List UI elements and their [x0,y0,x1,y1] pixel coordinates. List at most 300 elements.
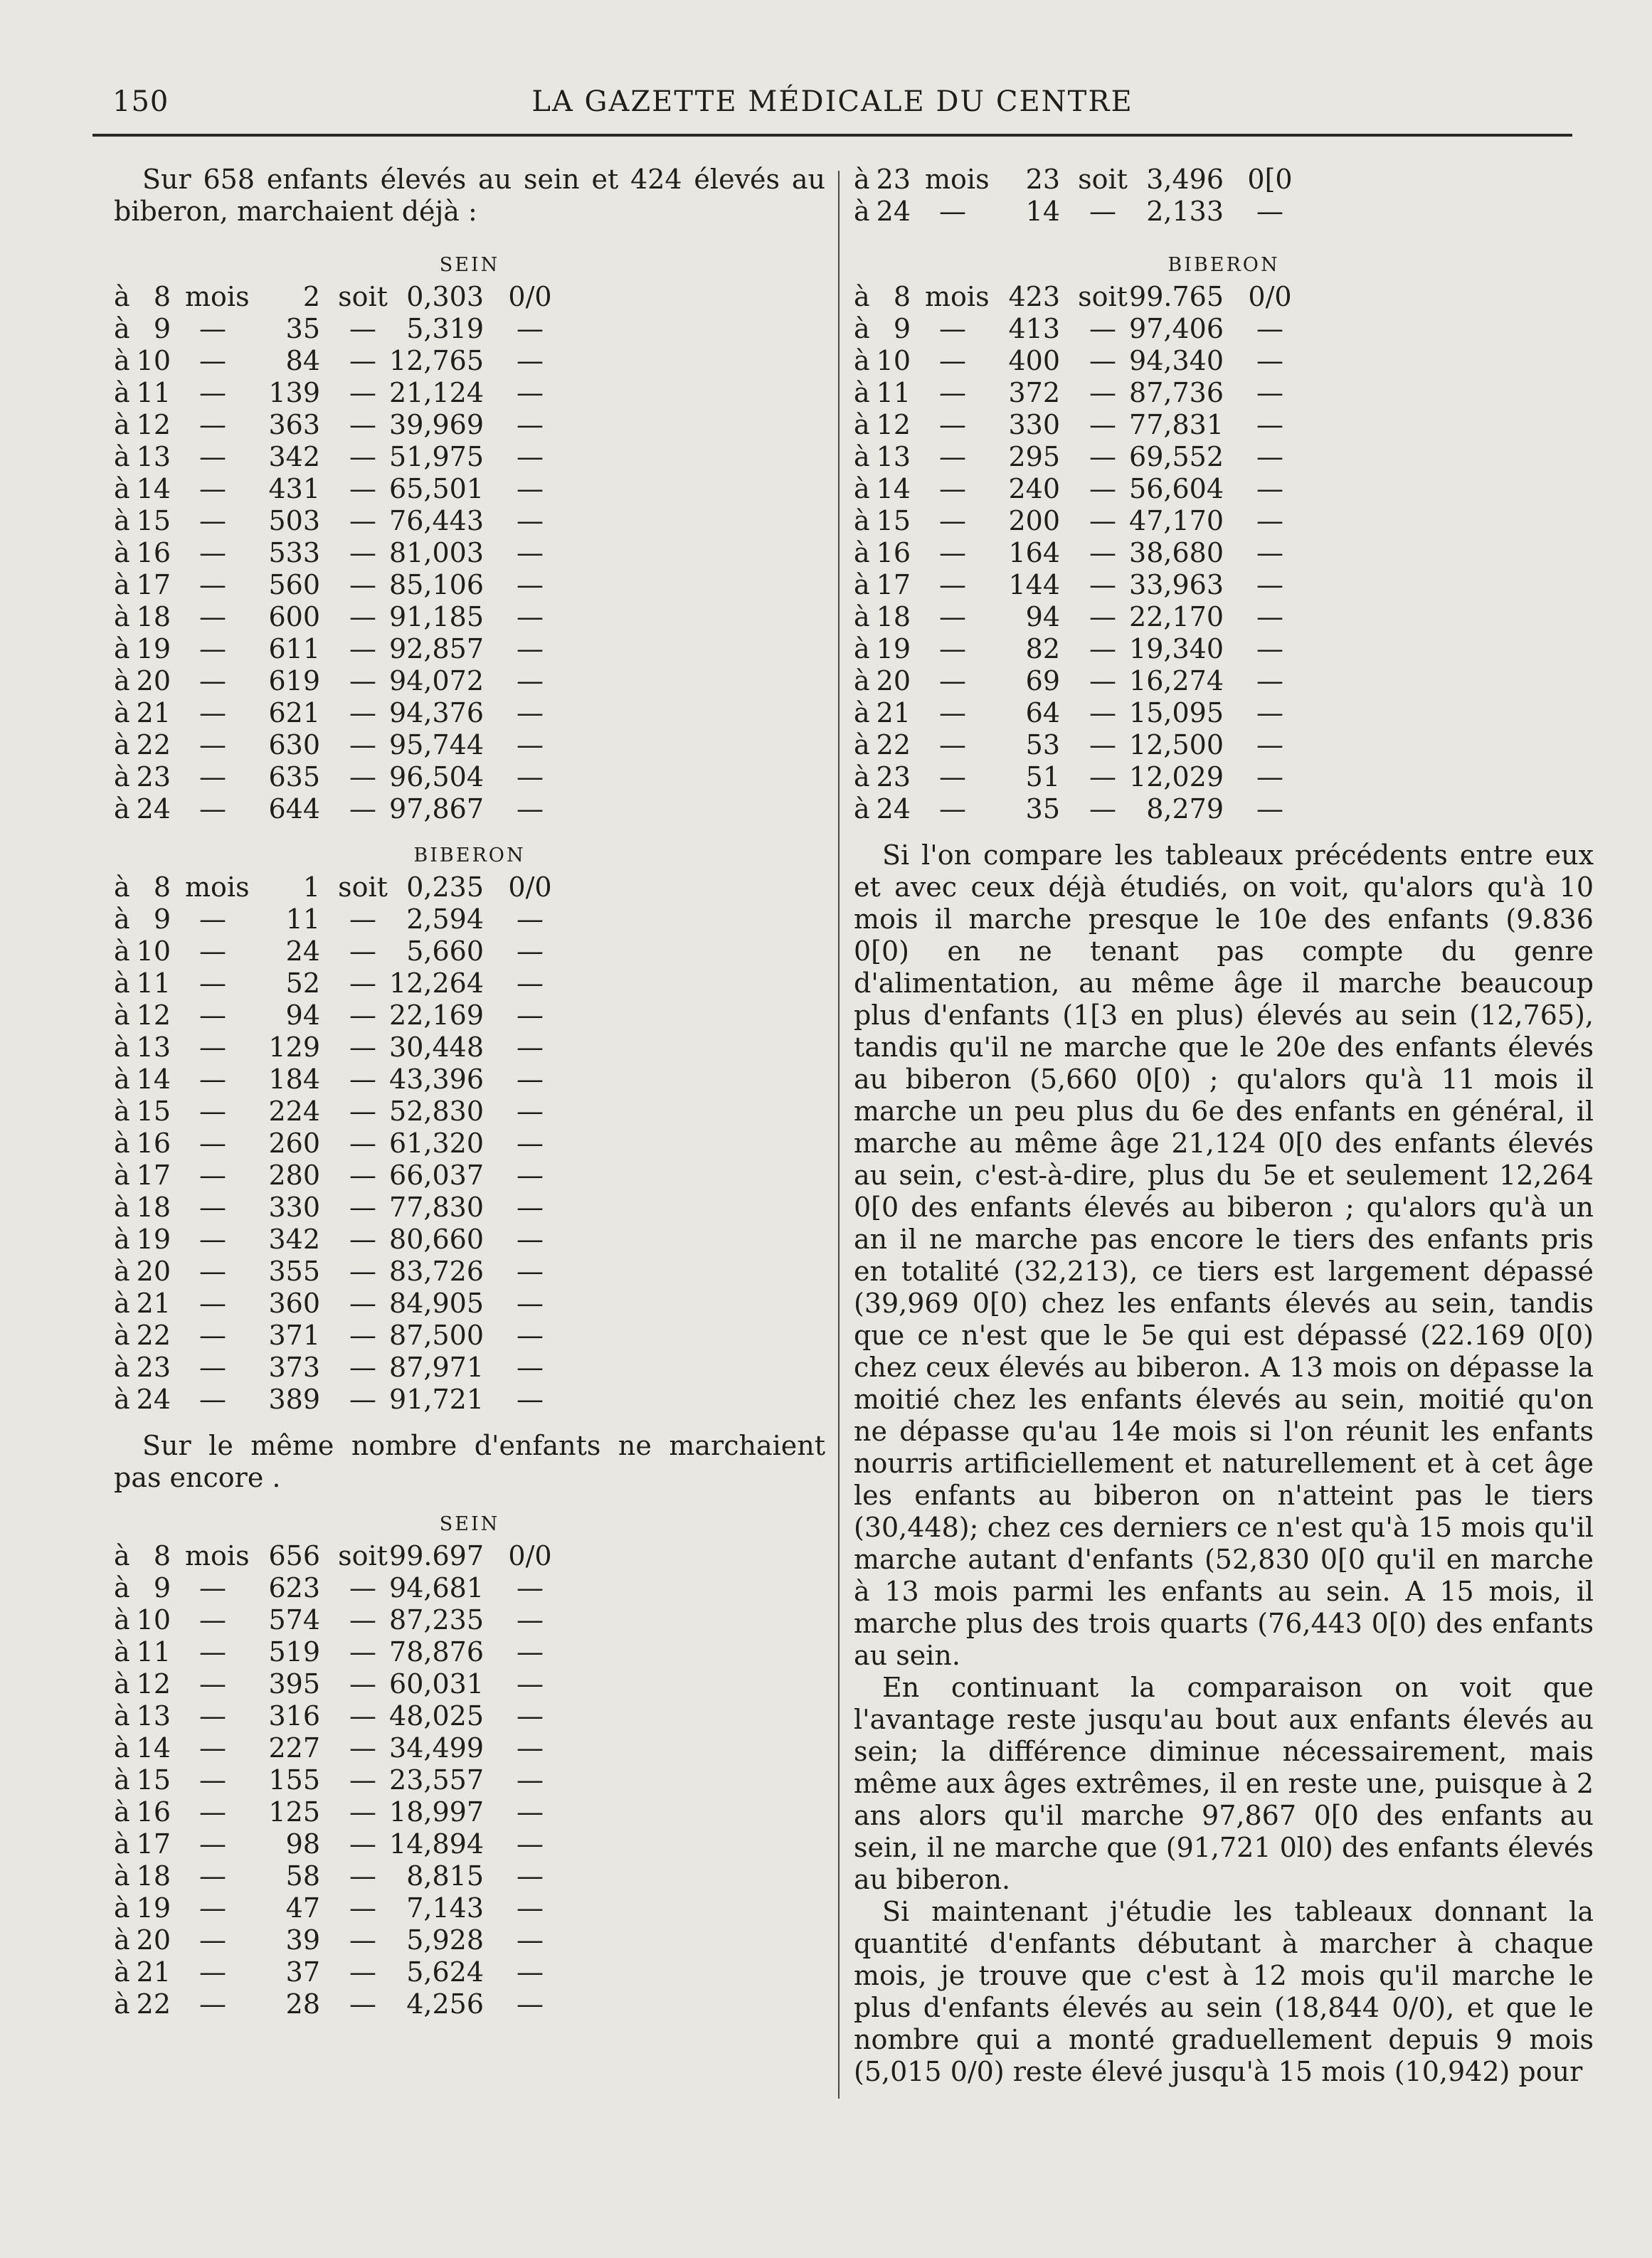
cell-a: à [114,1572,130,1604]
cell-a: à [114,505,130,536]
table-row [854,601,1594,633]
cell-m: 13 [136,1700,171,1732]
cell-n: 98 [285,1828,320,1860]
table-row [114,537,825,569]
cell-m: 15 [136,505,171,536]
cell-soit: — [349,1096,376,1127]
cell-u: 0/0 [508,871,552,903]
cell-n: 400 [1008,345,1060,376]
table-row [114,1764,825,1796]
cell-n: 280 [268,1160,320,1191]
cell-a: à [114,1384,130,1415]
cell-soit: — [1089,793,1116,825]
cell-u: — [517,793,544,825]
cell-soit: — [349,1128,376,1159]
cell-mois: — [939,697,966,728]
cell-u: — [517,1700,544,1732]
table-row [114,729,825,761]
cell-u: — [1256,633,1283,664]
cell-a: à [114,1924,130,1956]
cell-m: 18 [136,1860,171,1892]
intro-paragraph: Sur 658 enfants élevés au sein et 424 élevés au biberon, marchaient déjà : [114,164,825,227]
table-row [114,1384,825,1416]
table-sein-not-walking-continued [854,164,1594,228]
cell-n: 560 [268,569,320,600]
cell-a: à [114,1096,130,1127]
paragraph-monthly: Si maintenant j'étudie les tableaux donnant la quantité d'enfants débutant à marcher à chaque mois, je trouve que c'est à 12 mois qu'il marche le plus d'enfants élevés au sein (18,844 0/0), et que le nombre qui a monté graduellement depuis 9 mois (5,015 0/0) reste élevé jusqu'à 15 mois (10,942) pour [854,1896,1594,2087]
cell-mois: — [939,601,966,632]
cell-a: à [114,1796,130,1828]
cell-u: — [517,441,544,472]
cell-n: 600 [268,601,320,632]
table-row [114,968,825,1000]
cell-soit: soit [338,871,388,903]
cell-p: 87,235 [389,1604,484,1636]
table-row [114,1540,825,1572]
page-number: 150 [112,85,169,118]
table-row [114,1924,825,1956]
cell-mois: — [199,1192,226,1223]
cell-m: 18 [136,601,171,632]
cell-mois: — [199,1572,226,1604]
cell-m: 9 [153,313,171,344]
cell-n: 330 [268,1192,320,1223]
cell-n: 125 [268,1796,320,1828]
cell-n: 58 [285,1860,320,1892]
cell-u: 0[0 [1247,164,1293,195]
cell-m: 19 [136,1224,171,1255]
cell-p: 2,594 [406,903,484,935]
cell-a: à [854,196,870,227]
cell-p: 52,830 [389,1096,484,1127]
cell-p: 5,660 [406,935,484,967]
cell-p: 21,124 [389,377,484,408]
cell-p: 87,736 [1129,377,1224,408]
cell-p: 33,963 [1129,569,1224,600]
cell-u: — [517,1572,544,1604]
cell-mois: — [199,968,226,999]
cell-u: — [517,409,544,440]
cell-mois: mois [185,1540,250,1571]
table-row [854,409,1594,441]
cell-u: — [517,1988,544,2020]
cell-p: 48,025 [389,1700,484,1732]
cell-n: 373 [268,1352,320,1383]
cell-a: à [114,1956,130,1988]
cell-p: 94,340 [1129,345,1224,376]
cell-u: — [517,601,544,632]
table-row [854,505,1594,537]
column-divider [838,171,840,2099]
cell-u: — [1256,196,1283,227]
cell-m: 10 [136,935,171,967]
cell-mois: — [199,345,226,376]
cell-u: — [517,1288,544,1319]
cell-a: à [114,1320,130,1351]
cell-u: — [1256,441,1283,472]
cell-soit: — [349,1956,376,1988]
table-row [114,409,825,441]
cell-n: 630 [268,729,320,760]
cell-u: — [517,1924,544,1956]
cell-soit: — [349,1032,376,1063]
cell-mois: — [939,793,966,825]
cell-u: — [517,1224,544,1255]
cell-soit: — [349,761,376,793]
cell-p: 94,072 [389,665,484,696]
cell-n: 52 [285,968,320,999]
cell-a: à [114,441,130,472]
cell-soit: — [1089,377,1116,408]
cell-a: à [114,697,130,728]
cell-mois: — [199,1988,226,2020]
cell-m: 11 [136,377,171,408]
cell-p: 8,815 [406,1860,484,1892]
cell-m: 16 [136,1128,171,1159]
cell-u: — [517,473,544,504]
table-row [114,1636,825,1668]
cell-u: — [517,968,544,999]
cell-m: 20 [136,1256,171,1287]
cell-a: à [854,633,870,664]
cell-m: 17 [136,1160,171,1191]
cell-u: — [517,1604,544,1636]
cell-a: à [114,1732,130,1764]
cell-u: — [517,1160,544,1191]
cell-soit: — [349,1256,376,1287]
cell-n: 23 [1025,164,1060,195]
cell-u: — [517,505,544,536]
cell-p: 92,857 [389,633,484,664]
cell-soit: — [1089,196,1116,227]
cell-mois: — [199,1128,226,1159]
cell-a: à [114,633,130,664]
table-sein-not-walking [114,1508,825,2020]
cell-p: 96,504 [389,761,484,793]
cell-soit: — [349,1636,376,1668]
table-row [854,793,1594,825]
cell-mois: — [199,1668,226,1700]
cell-soit: — [349,1700,376,1732]
cell-soit: — [349,441,376,472]
table-row [854,761,1594,793]
cell-m: 21 [136,697,171,728]
cell-m: 16 [876,537,911,568]
cell-n: 64 [1025,697,1060,728]
cell-u: — [1256,345,1283,376]
cell-mois: — [199,1032,226,1063]
cell-p: 51,975 [389,441,484,472]
cell-m: 14 [136,473,171,504]
cell-m: 9 [153,903,171,935]
cell-p: 30,448 [389,1032,484,1063]
cell-mois: — [199,1256,226,1287]
cell-p: 8,279 [1146,793,1224,825]
cell-m: 24 [136,793,171,825]
cell-a: à [114,968,130,999]
cell-a: à [114,729,130,760]
cell-mois: — [199,665,226,696]
cell-p: 99.697 [389,1540,484,1571]
cell-mois: — [199,1796,226,1828]
cell-n: 200 [1008,505,1060,536]
cell-p: 61,320 [389,1128,484,1159]
cell-p: 87,500 [389,1320,484,1351]
cell-a: à [114,903,130,935]
cell-m: 17 [876,569,911,600]
cell-m: 14 [876,473,911,504]
cell-p: 97,867 [389,793,484,825]
cell-u: — [517,665,544,696]
cell-a: à [114,935,130,967]
cell-p: 77,830 [389,1192,484,1223]
table-row [854,313,1594,345]
cell-m: 24 [876,196,911,227]
cell-p: 43,396 [389,1064,484,1095]
cell-soit: — [1089,569,1116,600]
cell-u: — [1256,505,1283,536]
cell-n: 28 [285,1988,320,2020]
cell-n: 24 [285,935,320,967]
table-row [114,601,825,633]
cell-m: 15 [876,505,911,536]
cell-p: 12,765 [389,345,484,376]
right-column [854,164,1594,2088]
cell-u: — [517,633,544,664]
cell-p: 12,029 [1129,761,1224,793]
cell-p: 12,500 [1129,729,1224,760]
cell-soit: — [349,1668,376,1700]
cell-soit: — [349,505,376,536]
table-row [114,1192,825,1224]
cell-u: — [1256,537,1283,568]
cell-mois: — [199,1828,226,1860]
cell-a: à [114,281,130,312]
cell-mois: — [199,601,226,632]
cell-n: 35 [285,313,320,344]
cell-m: 23 [136,1352,171,1383]
cell-mois: — [199,1860,226,1892]
cell-a: à [854,665,870,696]
cell-u: — [517,313,544,344]
cell-a: à [114,1224,130,1255]
cell-u: — [1256,697,1283,728]
cell-soit: soit [338,281,388,312]
cell-a: à [114,793,130,825]
cell-soit: — [349,1572,376,1604]
cell-mois: — [199,1604,226,1636]
cell-a: à [854,409,870,440]
table-row [854,537,1594,569]
cell-a: à [114,345,130,376]
cell-u: — [517,697,544,728]
cell-a: à [114,1700,130,1732]
cell-n: 47 [285,1892,320,1924]
cell-p: 22,169 [389,1000,484,1031]
cell-p: 38,680 [1129,537,1224,568]
cell-soit: — [349,377,376,408]
table-row [854,665,1594,697]
cell-m: 14 [136,1732,171,1764]
cell-mois: — [939,665,966,696]
cell-mois: — [199,1384,226,1415]
cell-soit: — [349,1732,376,1764]
cell-p: 5,928 [406,1924,484,1956]
cell-n: 635 [268,761,320,793]
cell-u: — [517,1352,544,1383]
cell-a: à [114,537,130,568]
cell-n: 574 [268,1604,320,1636]
cell-u: — [517,1064,544,1095]
cell-soit: — [1089,729,1116,760]
cell-n: 503 [268,505,320,536]
cell-m: 10 [876,345,911,376]
cell-u: 0/0 [508,281,552,312]
cell-mois: — [939,345,966,376]
cell-a: à [114,409,130,440]
cell-soit: — [1089,441,1116,472]
cell-p: 7,143 [406,1892,484,1924]
cell-m: 19 [136,1892,171,1924]
cell-p: 5,624 [406,1956,484,1988]
table-title: SEIN [439,1513,500,1535]
table-title: BIBERON [1167,254,1280,276]
cell-n: 611 [268,633,320,664]
cell-a: à [854,761,870,793]
cell-u: — [517,1128,544,1159]
cell-u: — [1256,601,1283,632]
cell-n: 395 [268,1668,320,1700]
cell-m: 8 [153,281,171,312]
cell-soit: — [349,1604,376,1636]
cell-m: 18 [136,1192,171,1223]
cell-a: à [114,601,130,632]
running-title: LA GAZETTE MÉDICALE DU CENTRE [531,85,1133,118]
table-title: SEIN [439,254,500,276]
cell-a: à [854,377,870,408]
cell-m: 20 [136,665,171,696]
table-row [114,1320,825,1352]
cell-m: 11 [876,377,911,408]
cell-p: 77,831 [1129,409,1224,440]
cell-n: 1 [302,871,320,903]
paragraph-continuation: En continuant la comparaison on voit que l'avantage reste jusqu'au bout aux enfants élevés au sein; la différence diminue nécessairement, mais même aux âges extrêmes, il en reste une, puisque à 2 ans alors qu'il marche 97,867 0[0 des enfants au sein, il ne marche que (91,721 0l0) des enfants élevés au biberon. [854,1672,1594,1895]
table-row [854,196,1594,228]
cell-soit: — [349,903,376,935]
cell-soit: soit [1078,281,1128,312]
cell-u: — [517,1860,544,1892]
cell-n: 155 [268,1764,320,1796]
table-row [114,761,825,793]
cell-mois: — [199,1288,226,1319]
cell-u: — [517,1256,544,1287]
cell-soit: — [1089,601,1116,632]
cell-p: 19,340 [1129,633,1224,664]
cell-u: — [517,1668,544,1700]
cell-mois: — [199,1732,226,1764]
cell-u: — [517,1828,544,1860]
cell-mois: — [199,1160,226,1191]
cell-soit: — [1089,473,1116,504]
cell-mois: — [199,1096,226,1127]
table-row [114,1224,825,1256]
cell-u: — [517,1764,544,1796]
cell-n: 82 [1025,633,1060,664]
cell-mois: — [939,537,966,568]
cell-m: 9 [153,1572,171,1604]
cell-p: 60,031 [389,1668,484,1700]
cell-soit: — [1089,633,1116,664]
cell-soit: — [349,601,376,632]
cell-soit: — [349,1320,376,1351]
cell-n: 11 [285,903,320,935]
cell-soit: — [1089,665,1116,696]
cell-u: 0/0 [508,1540,552,1571]
table-row [114,1892,825,1924]
cell-a: à [114,1032,130,1063]
cell-m: 16 [136,1796,171,1828]
table-title: BIBERON [413,844,526,866]
cell-p: 99.765 [1129,281,1224,312]
cell-n: 69 [1025,665,1060,696]
cell-p: 69,552 [1129,441,1224,472]
cell-mois: — [199,1224,226,1255]
table-row [114,569,825,601]
cell-soit: — [349,1860,376,1892]
cell-mois: — [199,441,226,472]
cell-p: 91,721 [389,1384,484,1415]
cell-n: 224 [268,1096,320,1127]
cell-a: à [114,1668,130,1700]
cell-u: — [517,569,544,600]
cell-a: à [854,793,870,825]
table-row [114,903,825,935]
table-row [854,281,1594,313]
table-row [854,729,1594,761]
cell-m: 21 [136,1288,171,1319]
cell-n: 533 [268,537,320,568]
cell-m: 13 [136,441,171,472]
table-row [854,633,1594,665]
cell-soit: — [1089,505,1116,536]
table-row [114,665,825,697]
cell-a: à [114,1160,130,1191]
cell-mois: — [939,569,966,600]
cell-u: — [517,935,544,967]
cell-p: 78,876 [389,1636,484,1668]
cell-a: à [854,537,870,568]
cell-soit: soit [338,1540,388,1571]
cell-u: — [517,1636,544,1668]
table-row [114,377,825,409]
table-row [114,697,825,729]
cell-m: 18 [876,601,911,632]
cell-p: 95,744 [389,729,484,760]
table-row [114,1256,825,1288]
cell-a: à [114,1604,130,1636]
cell-m: 24 [876,793,911,825]
cell-soit: — [349,1224,376,1255]
cell-u: — [517,1096,544,1127]
table-row [114,871,825,903]
cell-soit: — [349,1828,376,1860]
cell-n: 431 [268,473,320,504]
cell-n: 423 [1008,281,1060,312]
cell-m: 22 [136,1320,171,1351]
cell-m: 22 [136,1988,171,2020]
cell-u: — [1256,409,1283,440]
cell-n: 295 [1008,441,1060,472]
